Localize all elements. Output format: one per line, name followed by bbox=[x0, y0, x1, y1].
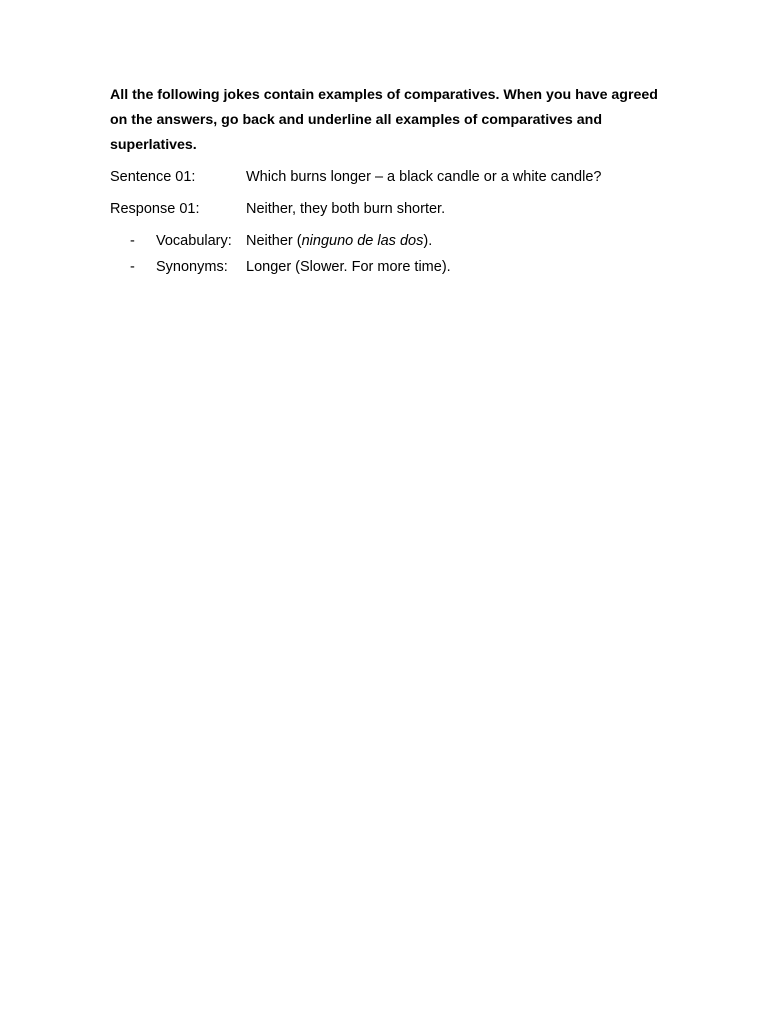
bullet-dash: - bbox=[130, 233, 135, 249]
instructions-paragraph: All the following jokes contain examples of comparatives. When you have agreed on the answers, go back and underline all examples of comparatives and superlatives. bbox=[110, 87, 658, 153]
synonyms-text: Longer (Slower. For more time). bbox=[246, 259, 451, 275]
vocabulary-text-before: Neither ( bbox=[246, 233, 302, 249]
response-text: Neither, they both burn shorter. bbox=[246, 201, 446, 217]
vocabulary-text-italic: ninguno de las dos bbox=[301, 233, 424, 249]
synonyms-bullet bbox=[130, 257, 451, 277]
vocabulary-label: Vocabulary: bbox=[156, 233, 232, 249]
bullet-dash: - bbox=[130, 259, 135, 275]
sentence-row bbox=[110, 167, 690, 187]
vocabulary-text-after: ). bbox=[423, 233, 433, 249]
vocabulary-bullet bbox=[130, 231, 432, 251]
synonyms-label: Synonyms: bbox=[156, 259, 228, 275]
sentence-label: Sentence 01: bbox=[110, 169, 196, 185]
response-row bbox=[110, 199, 690, 219]
response-label: Response 01: bbox=[110, 201, 200, 217]
sentence-text: Which burns longer – a black candle or a white candle? bbox=[246, 169, 602, 185]
